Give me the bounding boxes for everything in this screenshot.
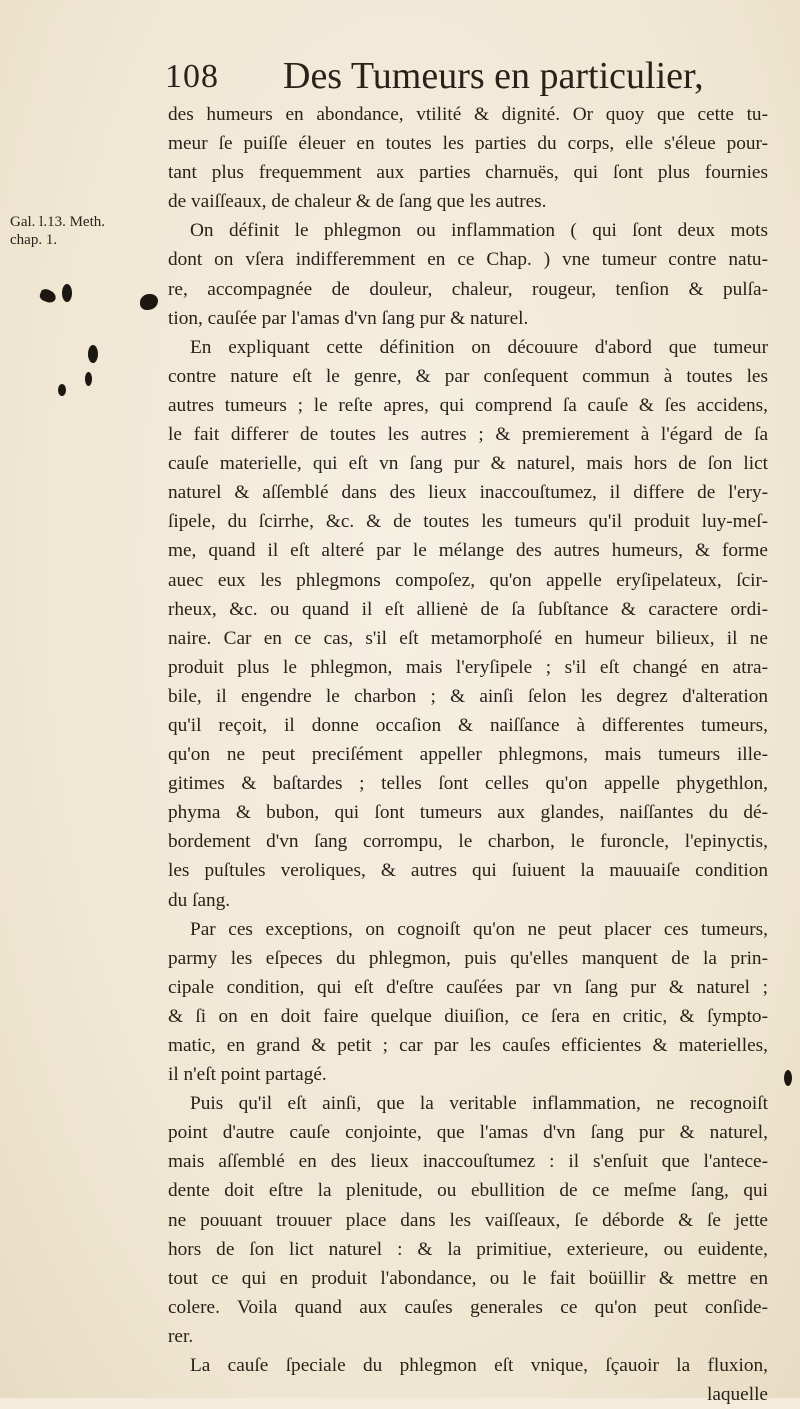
margin-note-line: chap. 1. bbox=[10, 232, 58, 248]
text-line: me, quand il eſt alteré par le mélange des autres humeurs, & forme bbox=[168, 540, 768, 562]
text-line: cipale condition, qui eſt d'eſtre cauſées par vn ſang pur & naturel ; bbox=[168, 976, 768, 998]
margin-note bbox=[10, 213, 150, 249]
catchword: laquelle bbox=[706, 1384, 768, 1406]
text-line: hors de ſon lict naturel : & la primitiue, exterieure, ou euidente, bbox=[168, 1238, 768, 1260]
ink-blot-icon bbox=[62, 284, 72, 302]
text-line: rer. bbox=[168, 1325, 194, 1347]
text-line: autres tumeurs ; le reſte apres, qui comprend ſa cauſe & ſes accidens, bbox=[168, 394, 768, 416]
text-line: dente doit eſtre la plenitude, ou ebullition de ce meſme ſang, qui bbox=[168, 1180, 768, 1202]
text-line: point d'autre cauſe conjointe, que l'amas d'vn ſang pur & naturel, bbox=[168, 1122, 768, 1144]
text-line: ſipele, du ſcirrhe, &c. & de toutes les tumeurs qu'il produit luy-meſ- bbox=[168, 511, 768, 533]
text-line: naturel & aſſemblé dans des lieux inaccouſtumez, il differe de l'ery- bbox=[168, 482, 768, 504]
text-line: produit plus le phlegmon, mais l'eryſipele ; s'il eſt changé en atra- bbox=[168, 656, 768, 678]
text-line: On définit le phlegmon ou inflammation ( qui ſont deux mots bbox=[190, 220, 768, 242]
text-line: bordement d'vn ſang corrompu, le charbon, le furoncle, l'epinyctis, bbox=[168, 831, 768, 853]
ink-blot-icon bbox=[140, 294, 158, 310]
text-line: bile, il engendre le charbon ; & ainſi ſelon les degrez d'alteration bbox=[168, 685, 768, 707]
text-line: naire. Car en ce cas, s'il eſt metamorphoſé en humeur bilieux, il ne bbox=[168, 627, 768, 649]
text-line: gitimes & baſtardes ; telles ſont celles qu'on appelle phygethlon, bbox=[168, 773, 768, 795]
body-text bbox=[168, 100, 768, 1409]
text-line: tant plus frequemment aux parties charnuës, qui ſont plus fournies bbox=[168, 162, 768, 184]
text-line: re, accompagnée de douleur, chaleur, rougeur, tenſion & pulſa- bbox=[168, 278, 768, 300]
text-line: qu'il reçoit, il donne occaſion & naiſſance à differentes tumeurs, bbox=[168, 714, 768, 736]
text-line: tion, cauſée par l'amas d'vn ſang pur & naturel. bbox=[168, 307, 529, 329]
text-line: Par ces exceptions, on cognoiſt qu'on ne peut placer ces tumeurs, bbox=[190, 918, 768, 940]
text-line: contre nature eſt le genre, & par conſequent commun à toutes les bbox=[168, 365, 768, 387]
text-line: ne pouuant trouuer place dans les vaiſſeaux, ſe déborde & ſe jette bbox=[168, 1209, 768, 1231]
ink-blot-icon bbox=[38, 288, 57, 305]
running-title: Des Tumeurs en particulier, bbox=[283, 55, 704, 97]
text-line: qu'on ne peut preciſément appeller phlegmons, mais tumeurs ille- bbox=[168, 744, 768, 766]
text-line: du ſang. bbox=[168, 889, 231, 911]
text-line: parmy les eſpeces du phlegmon, puis qu'elles manquent de la prin- bbox=[168, 947, 768, 969]
text-line: matic, en grand & petit ; car par les cauſes efficientes & materielles, bbox=[168, 1035, 768, 1056]
text-line: il n'eſt point partagé. bbox=[168, 1064, 327, 1086]
text-line: & ſi on en doit faire quelque diuiſion, ce ſera en critic, & ſympto- bbox=[168, 1005, 768, 1027]
ink-blot-icon bbox=[85, 372, 92, 386]
page-header bbox=[140, 54, 704, 104]
text-line: mais aſſemblé en des lieux inaccouſtumez : il s'enſuit que l'antece- bbox=[168, 1151, 768, 1173]
text-line: auec eux les phlegmons compoſez, qu'on appelle eryſipelateux, ſcir- bbox=[168, 569, 768, 591]
text-line: des humeurs en abondance, vtilité & dignité. Or quoy que cette tu- bbox=[168, 104, 768, 125]
text-line: de vaiſſeaux, de chaleur & de ſang que les autres. bbox=[168, 191, 547, 213]
text-line: meur ſe puiſſe éleuer en toutes les parties du corps, elle s'éleue pour- bbox=[168, 133, 768, 155]
text-line: les puſtules veroliques, & autres qui ſuiuent la mauuaiſe condition bbox=[168, 860, 768, 882]
text-line: Puis qu'il eſt ainſi, que la veritable inflammation, ne recognoiſt bbox=[190, 1093, 768, 1115]
text-line: le fait differer de toutes les autres ; & premierement à l'égard de ſa bbox=[168, 424, 768, 446]
text-line: rheux, &c. ou quand il eſt allienė de ſa ſubſtance & caractere ordi- bbox=[168, 598, 768, 620]
ink-blot-icon bbox=[784, 1070, 792, 1086]
text-line: En expliquant cette définition on découure d'abord que tumeur bbox=[190, 336, 768, 358]
text-line: phyma & bubon, qui ſont tumeurs aux glandes, naiſſantes du dé- bbox=[168, 802, 768, 824]
text-line: dont on vſera indifferemment en ce Chap. ) vne tumeur contre natu- bbox=[168, 249, 768, 271]
text-line: tout ce qui en produit l'abondance, ou le fait boüillir & mettre en bbox=[168, 1267, 768, 1289]
ink-blot-icon bbox=[88, 345, 98, 363]
page-number: 108 bbox=[165, 58, 219, 95]
text-line: cauſe materielle, qui eſt vn ſang pur & naturel, mais hors de ſon lict bbox=[168, 453, 768, 475]
text-line: La cauſe ſpeciale du phlegmon eſt vnique, ſçauoir la fluxion, bbox=[190, 1355, 768, 1377]
ink-blot-icon bbox=[58, 384, 66, 396]
text-line: colere. Voila quand aux cauſes generales ce qu'on peut conſide- bbox=[168, 1296, 768, 1318]
margin-note-line: Gal. l.13. Meth. bbox=[10, 214, 105, 230]
